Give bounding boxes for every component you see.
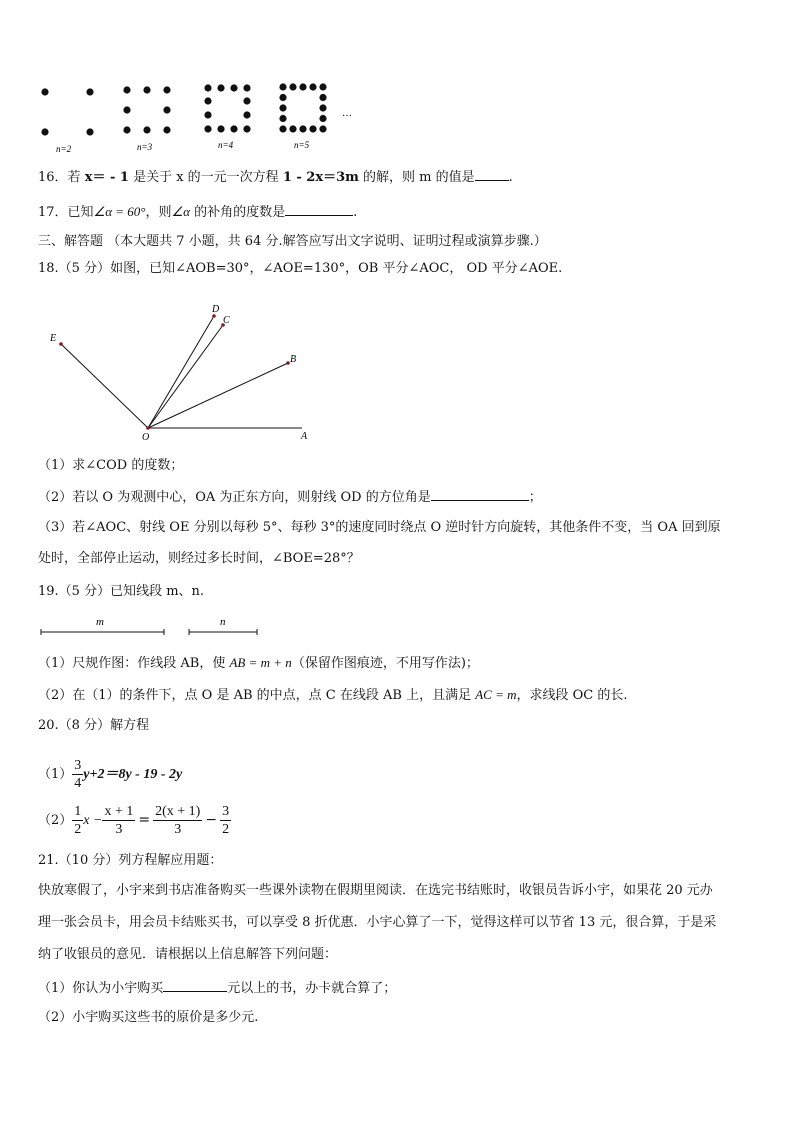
q16-eq2: 1 - 2x＝3m (282, 170, 359, 185)
ray-OD (148, 316, 214, 428)
question-19-part-2: （2）在（1）的条件下，点 O 是 AB 的中点，点 C 在线段 AB 上，且满足 AC = m，求线段 OC 的长. (38, 687, 628, 703)
question-21-part-2: （2）小宇购买这些书的原价是多少元. (38, 1010, 259, 1025)
pattern-label-n5: n=5 (294, 140, 310, 150)
question-21-part-1: （1）你认为小宇购买 元以上的书，办卡就合算了； (38, 981, 397, 996)
pattern-label-n2: n=2 (56, 144, 72, 154)
pattern-ellipsis: … (342, 108, 352, 119)
question-16: 16．若 x＝ - 1 是关于 x 的一元一次方程 1 - 2x＝3m 的解，则 m 的值是 . (38, 170, 513, 185)
label-D: D (212, 304, 220, 315)
question-21-stem: 21.（10 分）列方程解应用题： (38, 853, 223, 868)
pattern-n2 (41, 88, 93, 135)
q17-angle-expr: ∠α = 60° (93, 204, 146, 219)
pattern-label-n4: n=4 (218, 140, 234, 150)
question-18-stem: 18.（5 分）如图，已知∠AOB=30°，∠AOE=130°，OB 平分∠AOC， OD 平分∠AOE. (38, 261, 563, 276)
angle-figure (40, 300, 330, 450)
segments-figure (38, 612, 278, 638)
question-18-part-2: （2）若以 O 为观测中心，OA 为正东方向，则射线 OD 的方位角是 ； (38, 490, 542, 505)
q16-eq1: x＝ - 1 (84, 170, 129, 185)
question-21-para-line3: 纳了收银员的意见．请根据以上信息解答下列问题： (38, 947, 338, 962)
fraction-3-4: $\frac{3}{4}$ (74, 758, 82, 791)
question-17: 17．已知∠α = 60°，则∠α 的补角的度数是 . (38, 204, 358, 220)
q18-answer-blank[interactable] (431, 488, 529, 501)
q16-answer-blank[interactable] (475, 168, 509, 181)
question-20-part-2: （2） $\frac{1}{2}$ x − $\frac{x + 1}{3}$ = $\frac{2(x + 1)}{3}$ − $\frac{3}{2}$ (38, 804, 230, 837)
pattern-n3 (123, 86, 170, 133)
question-18-part-3-line1: （3）若∠AOC、射线 OE 分别以每秒 5°、每秒 3°的速度同时绕点 O 逆时针方向旋转，其他条件不变，当 OA 回到原 (38, 520, 721, 535)
label-B: B (290, 354, 297, 365)
question-18-part-1: （1）求∠COD 的度数； (38, 458, 184, 473)
question-18-part-3-line2: 处时，全部停止运动，则经过多长时间，∠BOE=28°？ (38, 551, 360, 566)
question-19-stem: 19.（5 分）已知线段 m、n. (38, 584, 205, 599)
segment-m-label: m (96, 616, 104, 628)
q17-answer-blank[interactable] (285, 203, 353, 216)
question-21-para-line1: 快放寒假了，小宇来到书店准备购买一些课外读物在假期里阅读．在选完书结账时，收银员告诉小宇，如果花 20 元办 (38, 883, 713, 898)
label-C: C (223, 315, 230, 326)
ray-OC (148, 325, 223, 428)
ray-OB (148, 363, 288, 428)
segment-n-label: n (220, 616, 226, 628)
pattern-n4 (204, 84, 250, 132)
question-19-part-1: （1）尺规作图：作线段 AB，使 AB = m + n（保留作图痕迹，不用写作法)； (38, 655, 479, 671)
dot-pattern-figure (30, 78, 370, 158)
q21-answer-blank[interactable] (163, 979, 227, 992)
pattern-label-n3: n=3 (137, 142, 153, 152)
question-20-stem: 20.（8 分）解方程 (38, 718, 150, 733)
section-3-heading: 三、解答题 （本大题共 7 小题，共 64 分.解答应写出文字说明、证明过程或演算步骤.） (38, 234, 547, 249)
ray-OE (61, 344, 148, 428)
label-E: E (50, 333, 57, 344)
label-A: A (301, 431, 308, 442)
label-O: O (142, 432, 150, 443)
question-20-part-1: （1） $\frac{3}{4}$ y+2＝8y - 19 - 2y (38, 758, 183, 791)
pattern-n5 (279, 83, 326, 132)
question-21-para-line2: 理一张会员卡，用会员卡结账买书，可以享受 8 折优惠．小宇心算了一下，觉得这样可以节省 13 元，很合算，于是采 (38, 915, 717, 930)
